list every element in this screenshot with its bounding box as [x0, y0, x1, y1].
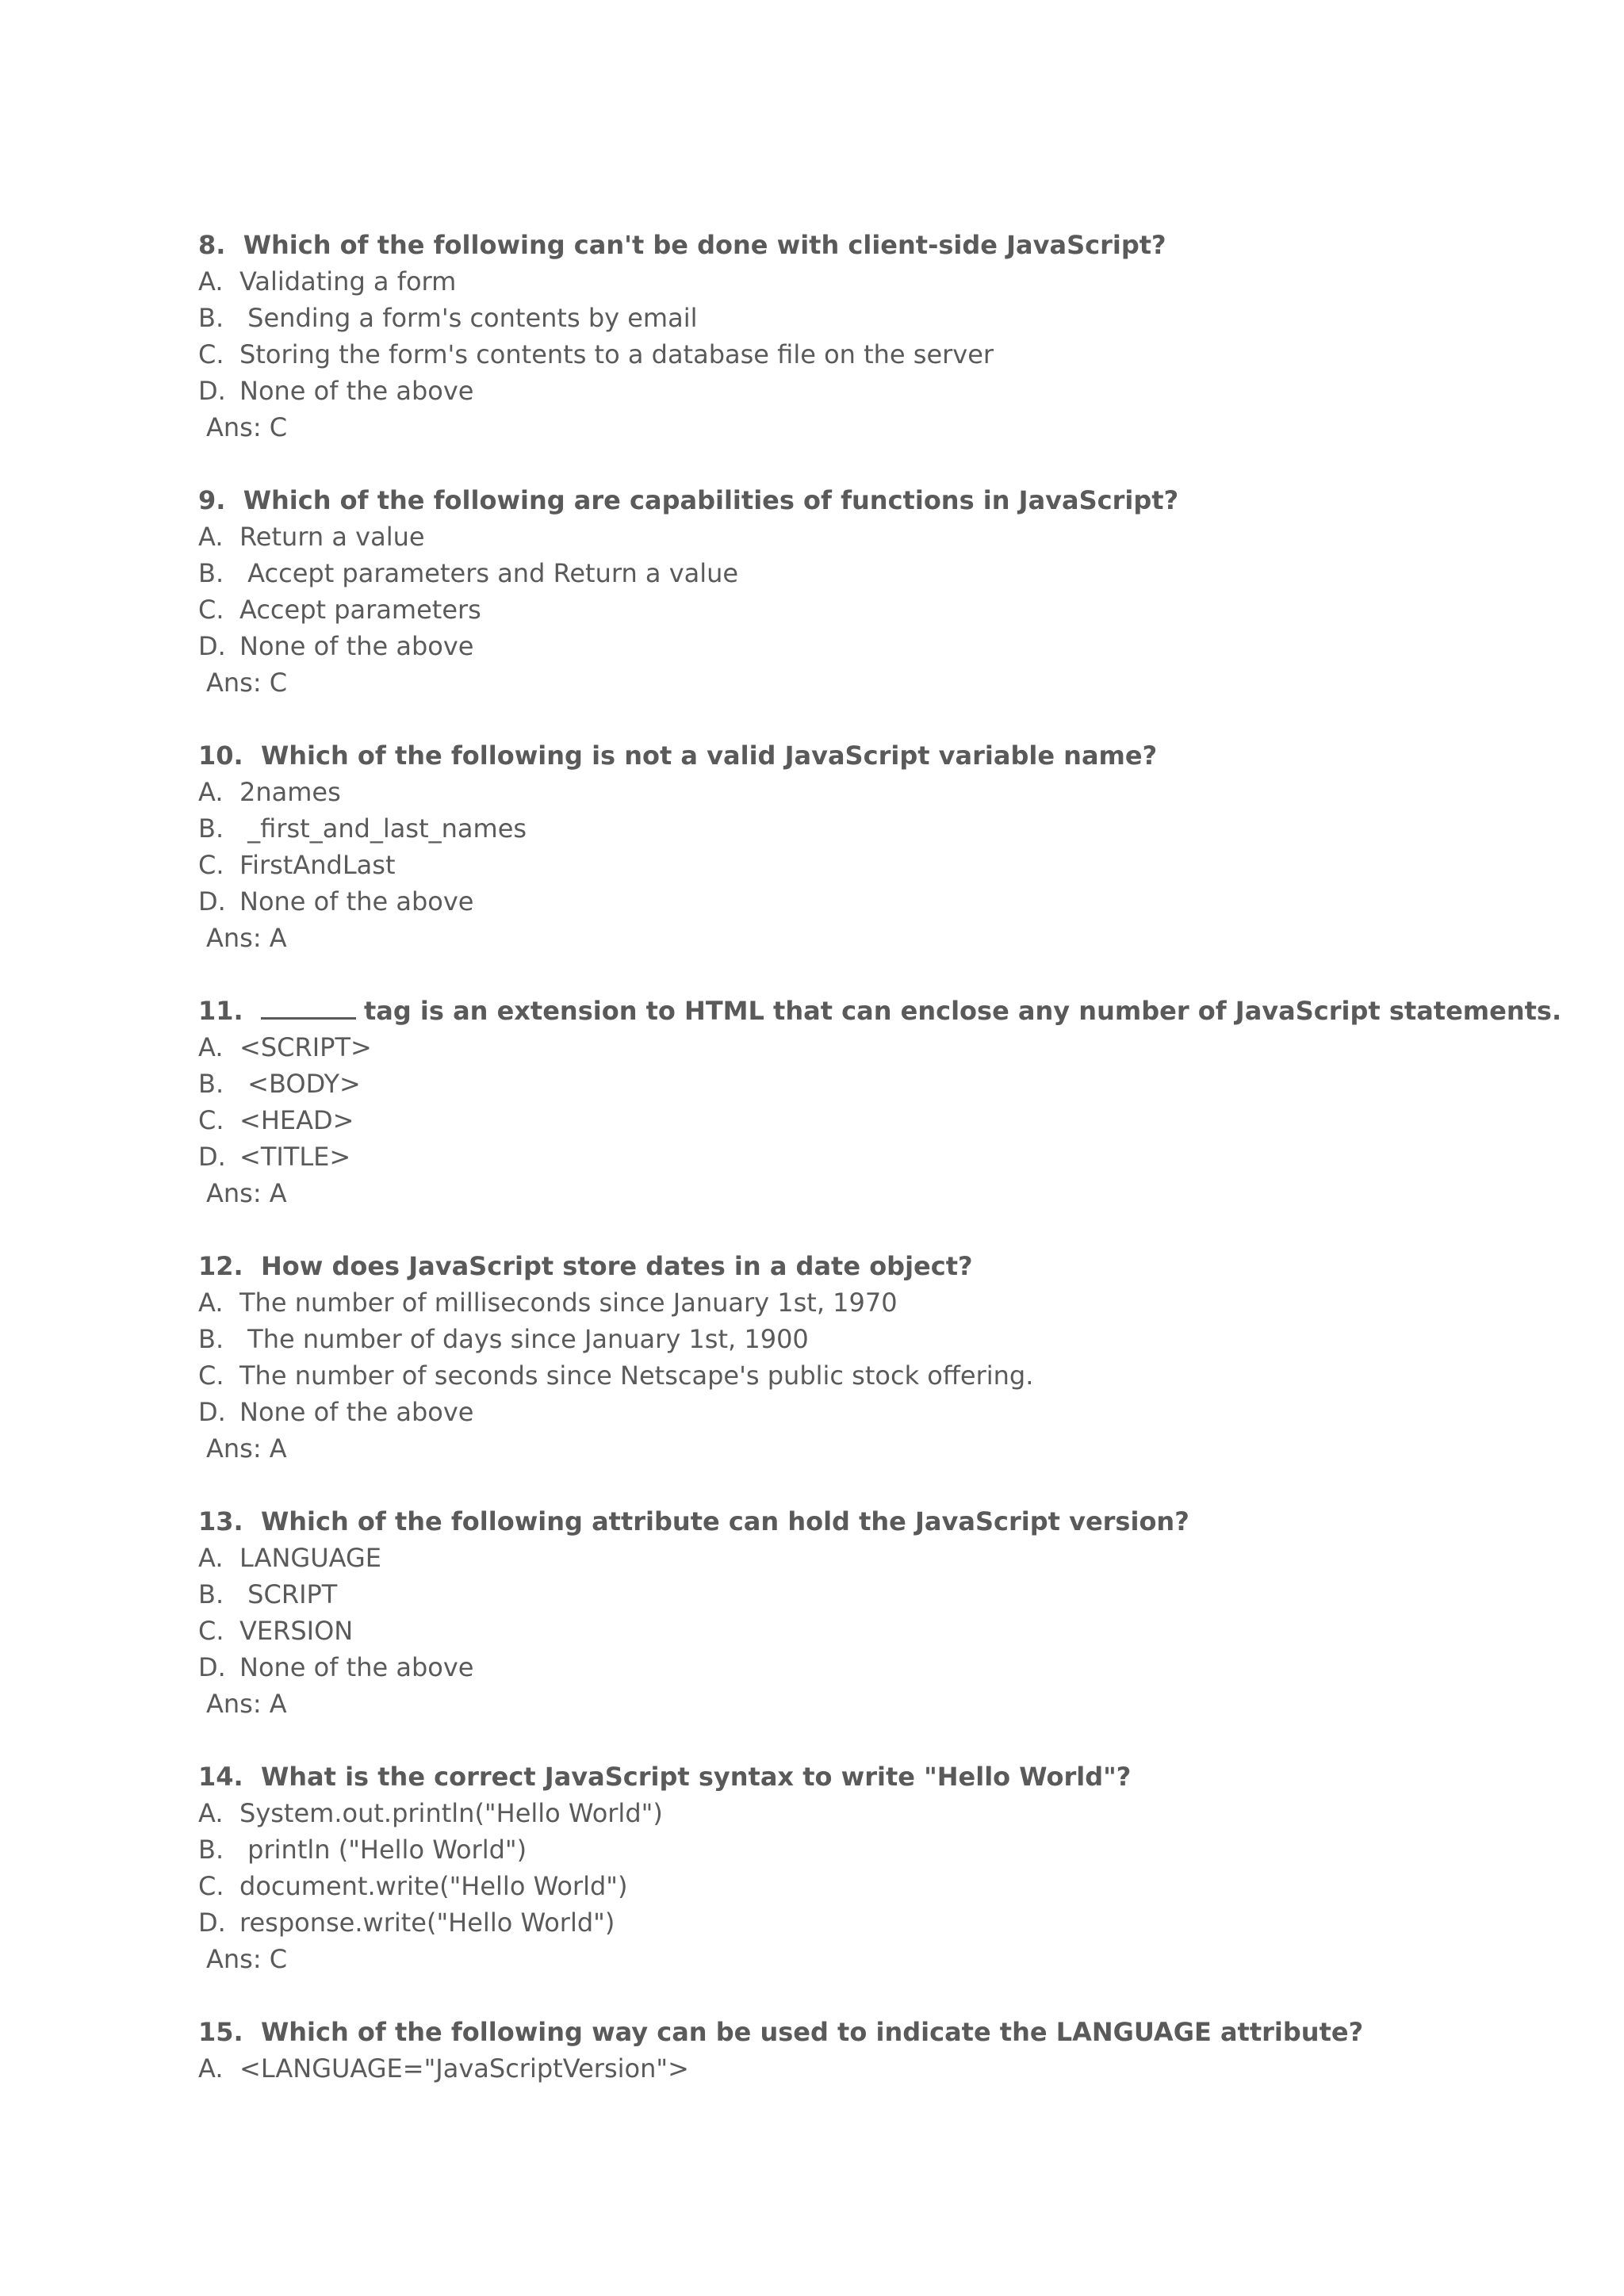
option-letter: D. — [198, 886, 226, 916]
question-block — [198, 227, 1594, 446]
option-text: None of the above — [239, 1652, 474, 1682]
answer-key: Ans: A — [206, 1433, 287, 1464]
answer-option — [198, 1576, 1594, 1613]
option-text: The number of milliseconds since January 1st, 1970 — [239, 1288, 898, 1318]
option-text: _first_and_last_names — [239, 813, 527, 844]
option-letter: C. — [198, 1871, 224, 1901]
question-heading — [198, 737, 1594, 774]
question-number: 14. — [198, 1762, 243, 1792]
option-text: SCRIPT — [239, 1579, 338, 1609]
answer-option — [198, 1613, 1594, 1649]
option-letter: D. — [198, 376, 226, 406]
answer-option — [198, 555, 1594, 591]
question-number: 15. — [198, 2017, 243, 2047]
question-block — [198, 1248, 1594, 1467]
option-text: Storing the form's contents to a database file on the server — [239, 339, 994, 369]
option-text: FirstAndLast — [239, 850, 396, 880]
option-letter: B. — [198, 813, 224, 844]
question-text: Which of the following are capabilities of functions in JavaScript? — [243, 485, 1179, 515]
option-letter: A. — [198, 1288, 224, 1318]
option-text: Accept parameters — [239, 595, 481, 625]
fill-in-blank — [261, 993, 356, 1020]
answer-option — [198, 628, 1594, 664]
option-letter: C. — [198, 1360, 224, 1391]
answer-option — [198, 1284, 1594, 1321]
option-text: document.write("Hello World") — [239, 1871, 628, 1901]
option-letter: B. — [198, 1579, 224, 1609]
question-number: 8. — [198, 230, 226, 260]
option-letter: A. — [198, 266, 224, 297]
answer-option — [198, 300, 1594, 336]
answer-option — [198, 1868, 1594, 1904]
option-text: Return a value — [239, 522, 425, 552]
option-text: The number of seconds since Netscape's public stock offering. — [239, 1360, 1034, 1391]
option-text: Accept parameters and Return a value — [239, 558, 739, 588]
answer-option — [198, 1649, 1594, 1686]
question-block — [198, 993, 1594, 1211]
answer-option — [198, 1357, 1594, 1394]
option-text: The number of days since January 1st, 1900 — [239, 1324, 809, 1354]
answer-key: Ans: A — [206, 923, 287, 953]
question-text: Which of the following is not a valid JavaScript variable name? — [260, 740, 1158, 771]
question-heading — [198, 993, 1594, 1029]
option-letter: B. — [198, 1835, 224, 1865]
option-text: System.out.println("Hello World") — [239, 1798, 663, 1828]
option-letter: A. — [198, 522, 224, 552]
answer-option — [198, 373, 1594, 409]
answer-option — [198, 810, 1594, 847]
option-letter: C. — [198, 1105, 224, 1135]
question-text: How does JavaScript store dates in a date object? — [260, 1251, 973, 1281]
option-text: Sending a form's contents by email — [239, 303, 698, 333]
option-letter: B. — [198, 303, 224, 333]
question-block — [198, 1758, 1594, 1977]
option-letter: D. — [198, 631, 226, 661]
question-text: tag is an extension to HTML that can enclose any number of JavaScript statements. — [363, 996, 1562, 1026]
answer-option — [198, 1394, 1594, 1430]
answer-option — [198, 1831, 1594, 1868]
answer-option — [198, 1904, 1594, 1941]
question-heading — [198, 2014, 1594, 2050]
answer-option — [198, 2050, 1594, 2087]
question-text: Which of the following attribute can hold the JavaScript version? — [260, 1506, 1189, 1536]
option-text: None of the above — [239, 631, 474, 661]
question-block — [198, 1503, 1594, 1722]
option-letter: A. — [198, 1798, 224, 1828]
question-block — [198, 482, 1594, 701]
option-letter: A. — [198, 1543, 224, 1573]
option-letter: D. — [198, 1142, 226, 1172]
option-letter: A. — [198, 777, 224, 807]
answer-option — [198, 1138, 1594, 1175]
option-letter: B. — [198, 1324, 224, 1354]
option-text: println ("Hello World") — [239, 1835, 527, 1865]
option-letter: B. — [198, 558, 224, 588]
option-text: None of the above — [239, 886, 474, 916]
answer-option — [198, 1102, 1594, 1138]
option-text: <TITLE> — [239, 1142, 351, 1172]
answer-option — [198, 1066, 1594, 1102]
question-block — [198, 2014, 1594, 2087]
question-list — [198, 227, 1594, 2123]
question-number: 11. — [198, 996, 243, 1026]
option-letter: C. — [198, 850, 224, 880]
option-letter: A. — [198, 1032, 224, 1062]
option-letter: A. — [198, 2053, 224, 2084]
question-number: 13. — [198, 1506, 243, 1536]
option-letter: C. — [198, 339, 224, 369]
question-number: 12. — [198, 1251, 243, 1281]
option-letter: D. — [198, 1908, 226, 1938]
question-heading — [198, 1503, 1594, 1540]
question-text: Which of the following way can be used to indicate the LANGUAGE attribute? — [260, 2017, 1364, 2047]
option-text: response.write("Hello World") — [239, 1908, 615, 1938]
answer-option — [198, 1540, 1594, 1576]
question-heading — [198, 1758, 1594, 1795]
answer-option — [198, 263, 1594, 300]
answer-option — [198, 847, 1594, 883]
answer-option — [198, 1029, 1594, 1066]
answer-option — [198, 1321, 1594, 1357]
option-text: <SCRIPT> — [239, 1032, 372, 1062]
question-number: 10. — [198, 740, 243, 771]
answer-option — [198, 519, 1594, 555]
option-text: <HEAD> — [239, 1105, 354, 1135]
option-letter: D. — [198, 1397, 226, 1427]
option-text: <BODY> — [239, 1069, 361, 1099]
option-text: 2names — [239, 777, 341, 807]
question-text: Which of the following can't be done with client-side JavaScript? — [243, 230, 1166, 260]
option-letter: D. — [198, 1652, 226, 1682]
answer-option — [198, 774, 1594, 810]
question-heading — [198, 227, 1594, 263]
option-text: LANGUAGE — [239, 1543, 381, 1573]
answer-key: Ans: C — [206, 668, 288, 698]
answer-option — [198, 336, 1594, 373]
question-block — [198, 737, 1594, 956]
answer-option — [198, 883, 1594, 920]
answer-key: Ans: A — [206, 1178, 287, 1208]
answer-key: Ans: A — [206, 1689, 287, 1719]
question-text: What is the correct JavaScript syntax to write "Hello World"? — [260, 1762, 1132, 1792]
question-number: 9. — [198, 485, 226, 515]
option-text: None of the above — [239, 376, 474, 406]
option-text: None of the above — [239, 1397, 474, 1427]
option-text: <LANGUAGE="JavaScriptVersion"> — [239, 2053, 689, 2084]
option-letter: C. — [198, 595, 224, 625]
option-text: VERSION — [239, 1616, 354, 1646]
option-letter: C. — [198, 1616, 224, 1646]
option-letter: B. — [198, 1069, 224, 1099]
question-heading — [198, 1248, 1594, 1284]
answer-key: Ans: C — [206, 412, 288, 442]
option-text: Validating a form — [239, 266, 457, 297]
answer-key: Ans: C — [206, 1944, 288, 1974]
answer-option — [198, 1795, 1594, 1831]
answer-option — [198, 591, 1594, 628]
question-heading — [198, 482, 1594, 519]
